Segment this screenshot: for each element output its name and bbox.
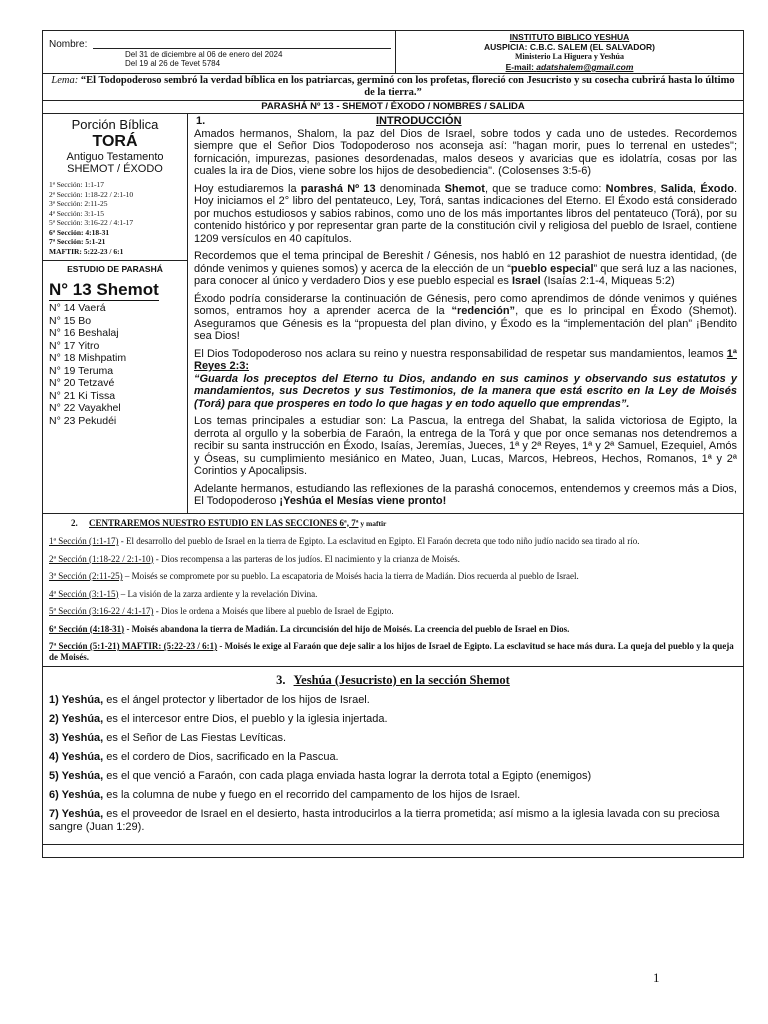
sidebar-estudio bbox=[43, 261, 187, 431]
header bbox=[43, 31, 743, 74]
intro-paragraph: Hoy estudiaremos la parashá Nº 13 denominada Shemot, que se traduce como: Nombres, Salida, Éxodo. Hoy iniciamos el 2° libro del pentateuco, Ley, Torá, santas indicaciones del Eterno. El Éxodo está considerado por muchos estudiosos y sabios rabinos, como uno de los más importantes libros del pentateuco (Torá), por su contenido histórico y por representar gran parte de la constitución civil y religiosa del pueblo de Israel, contiene 1209 versículos en 40 capítulos. bbox=[194, 182, 738, 245]
lema-text: “El Todopoderoso sembró la verdad bíblica en los patriarcas, germinó con los profetas, floreció con Jesucristo y su cosecha cubrirá hasta lo último de la tierra.” bbox=[80, 75, 735, 98]
section-2-item bbox=[49, 589, 737, 600]
page-number: 1 bbox=[653, 970, 660, 985]
yeshua-item-text: es el que venció a Faraón, con cada plaga enviada hasta lograr la derrota total a Egipto (enemigos) bbox=[103, 770, 592, 782]
intro-content bbox=[188, 114, 743, 513]
parasha-item: N° 20 Tetzavé bbox=[49, 377, 115, 389]
parasha-bar: PARASHÁ Nº 13 - SHEMOT / ÉXODO / NOMBRES / SALIDA bbox=[43, 101, 743, 114]
header-left bbox=[43, 31, 396, 73]
yeshua-item-text: es el cordero de Dios, sacrificado en la Pascua. bbox=[103, 751, 339, 763]
intro-heading bbox=[194, 115, 737, 128]
nombre-label: Nombre: bbox=[49, 39, 88, 50]
intro-paragraph: El Dios Todopoderoso nos aclara su reino y nuestra responsabilidad de respetar sus mandamientos, leamos 1ª Reyes 2:3: “Guarda los preceptos del Eterno tu Dios, andando en sus caminos y observando sus estatutos y mandamientos, sus Decretos y sus Testimonios, de la manera que está escrito en la Ley de Moisés (Torá) para que prosperes en todo lo que hagas y en todo aquello que emprendas”. bbox=[194, 347, 737, 410]
document-frame bbox=[42, 30, 744, 858]
section-2-title: 2. CENTRAREMOS NUESTRO ESTUDIO EN LAS SECCIONES 6ª, 7ª y maftir bbox=[71, 517, 387, 528]
header-right bbox=[396, 31, 743, 73]
yeshua-item bbox=[49, 751, 737, 764]
parasha-item: N° 19 Teruma bbox=[49, 364, 114, 377]
yeshua-item bbox=[49, 713, 737, 726]
email-link[interactable]: adatshalem@gmail.com bbox=[536, 62, 634, 72]
secciones-list bbox=[43, 180, 187, 256]
intro-paragraph: Amados hermanos, Shalom, la paz del Dios de Israel, sobre todos y cada uno de ustedes. Recordemos siempre que el Señor Dios Todopoderoso nos aconseja así: "hagan morir, pues lo terrenal en ustedes"; fornicación, impurezas, pasiones desordenadas, malos deseos y avaricias que es idolatría, cosas por las cuales la ira de Dios, viene sobre los hijos de desobediencia". (Colosenses 3:5-6) bbox=[194, 127, 737, 177]
yeshua-item-label: 5) Yeshúa, bbox=[49, 770, 104, 782]
section-3-title: 3. Yeshúa (Jesucristo) en la sección Shemot bbox=[276, 673, 510, 687]
yeshua-item-text: es el Señor de Las Fiestas Levíticas. bbox=[103, 732, 287, 744]
yeshua-item bbox=[49, 789, 737, 802]
intro-title: INTRODUCCIÓN bbox=[376, 115, 462, 127]
seccion-item: 5ª Sección: 3:16-22 / 4:1-17 bbox=[49, 218, 134, 227]
intro-paragraph: Recordemos que el tema principal de Bereshit / Génesis, nos habló en 12 parashiot de nuestra identidad, (de dónde venimos y quienes somos) y acerca de la elección de un “pueblo especial” que será luz a las naciones, para conocer al único y verdadero Dios y ese pueblo especial es Israel (Isaías 2:1-4, Miqueas 5:2) bbox=[194, 250, 737, 287]
sidebar-porcion bbox=[43, 114, 187, 261]
yeshua-item-label: 4) Yeshúa, bbox=[49, 751, 104, 763]
yeshua-item-text: es el proveedor de Israel en el desierto, hasta introducirlos a la tierra prometida; así mismo a la iglesia lavada con su preciosa sangre (Juan 1:29). bbox=[49, 808, 720, 833]
parasha-item: N° 16 Beshalaj bbox=[49, 327, 119, 339]
seccion-item: 4ª Sección: 3:1-15 bbox=[49, 208, 104, 218]
section-2 bbox=[43, 514, 743, 668]
seccion-item: 6ª Sección: 4:18-31 bbox=[49, 227, 110, 237]
parasha-item: N° 15 Bo bbox=[49, 314, 92, 327]
current-parasha: N° 13 Shemot bbox=[49, 280, 159, 299]
section-ref: 7ª Sección (5:1-21) MAFTIR: (5:22-23 / 6:1) bbox=[49, 641, 218, 651]
yeshua-item bbox=[49, 770, 737, 783]
seccion-item: 7ª Sección: 5:1-21 bbox=[49, 237, 106, 246]
parasha-item: N° 18 Mishpatim bbox=[49, 352, 127, 364]
footer-row bbox=[43, 845, 743, 857]
sidebar bbox=[43, 114, 188, 513]
yeshua-item-text: es el intercesor entre Dios, el pueblo y la iglesia injertada. bbox=[103, 713, 388, 725]
yeshua-item bbox=[49, 694, 737, 707]
auspicia: AUSPICIA: C.B.C. SALEM (EL SALVADOR) bbox=[484, 42, 655, 52]
section-ref: 3ª Sección (2:11-25) bbox=[49, 571, 123, 581]
hebrew-date: Del 19 al 26 de Tevet 5784 bbox=[125, 59, 221, 68]
section-ref: 2ª Sección (1:18-22 / 2:1-10) bbox=[49, 553, 154, 564]
yeshua-item-text: es la columna de nube y fuego en el recorrido del campamento de los hijos de Israel. bbox=[103, 789, 521, 801]
yeshua-item-label: 3) Yeshúa, bbox=[49, 732, 104, 744]
parasha-item: N° 22 Vayakhel bbox=[49, 402, 121, 414]
section-2-list bbox=[49, 536, 737, 662]
intro-number: 1. bbox=[196, 115, 206, 127]
seccion-item: MAFTIR: 5:22-23 / 6:1 bbox=[49, 246, 124, 256]
lema-label: Lema: bbox=[51, 75, 79, 86]
seccion-item: 3ª Sección: 2:11-25 bbox=[49, 199, 108, 208]
date-range: Del 31 de diciembre al 06 de enero del 2024 bbox=[125, 50, 283, 59]
parasha-item: N° 17 Yitro bbox=[49, 339, 100, 352]
section-ref: 4ª Sección (3:1-15) bbox=[49, 588, 119, 599]
libro-label: SHEMOT / ÉXODO bbox=[67, 163, 163, 175]
porcion-title: Porción Bíblica bbox=[71, 117, 159, 132]
section-desc: - Dios recompensa a las parteras de los judíos. El nacimiento y la crianza de Moisés. bbox=[153, 553, 460, 564]
section-ref: 6ª Sección (4:18-31) bbox=[49, 623, 125, 634]
section-desc: - Dios le ordena a Moisés que libere al pueblo de Israel de Egipto. bbox=[153, 606, 394, 616]
institute-name: INSTITUTO BIBLICO YESHUA bbox=[509, 32, 630, 42]
section-2-item bbox=[49, 606, 737, 617]
intro-paragraph: Los temas principales a estudiar son: La Pascua, la entrega del Shabat, la salida victoriosa de Egipto, la derrota al orgullo y la soberbia de Faraón, la entrega de la Torá y que por once semanas nos detendremos a recibir su santa instrucción en Éxodo, Isaías, Jeremías, Jueces, 1ª y 2ª Reyes, 1ª y 2ª Samuel, Ezequiel, Amós y Óseas, su cumplimiento mesiánico en Mateo, Juan, Lucas, Marcos, Hebreos, Hechos, Romanos, 1ª y 2ª Corintios y Apocalipsis. bbox=[194, 415, 737, 477]
section-2-item bbox=[49, 571, 737, 582]
lema bbox=[43, 74, 743, 101]
parasha-item: N° 23 Pekudéi bbox=[49, 414, 117, 427]
ministerio: Ministerio La Higuera y Yeshúa bbox=[514, 52, 625, 61]
yeshua-item-label: 1) Yeshúa, bbox=[49, 694, 104, 706]
intro-paragraph: Adelante hermanos, estudiando las reflexiones de la parashá conocemos, entendemos y creemos más a Dios, El Todopoderoso ¡Yeshúa el Mesías viene pronto! bbox=[194, 482, 737, 507]
yeshua-item-label: 6) Yeshúa, bbox=[49, 789, 104, 801]
section-desc: - El desarrollo del pueblo de Israel en la tierra de Egipto. La esclavitud en Egipto. El Faraón decreta que todo niño judío nacido sea tirado al río. bbox=[118, 536, 640, 546]
nombre-line bbox=[93, 48, 391, 49]
parasha-item: N° 14 Vaerá bbox=[49, 302, 106, 314]
estudio-label: ESTUDIO DE PARASHÁ bbox=[67, 264, 163, 274]
yeshua-item-label: 7) Yeshúa, bbox=[49, 808, 104, 820]
yeshua-item bbox=[49, 808, 737, 833]
section-desc: – Moisés se compromete por su pueblo. La escapatoria de Moisés hacia la tierra de Madián. Dios recuerda al pueblo de Israel. bbox=[122, 571, 579, 581]
section-desc: - Moisés le exige al Faraón que deje salir a los hijos de Israel de Egipto. La esclavitud se hace más dura. La queja del pueblo y la queja de Moisés. bbox=[49, 641, 734, 662]
yeshua-item-text: es el ángel protector y libertador de los hijos de Israel. bbox=[103, 694, 370, 706]
main-section bbox=[43, 114, 743, 514]
section-2-item bbox=[49, 554, 737, 565]
seccion-item: 1ª Sección: 1:1-17 bbox=[49, 180, 104, 189]
yeshua-item-label: 2) Yeshúa, bbox=[49, 713, 104, 725]
at-label: Antiguo Testamento bbox=[66, 151, 164, 163]
tora-title: TORÁ bbox=[92, 133, 138, 150]
email-label: E-mail: bbox=[505, 62, 534, 72]
section-2-item bbox=[49, 624, 737, 635]
section-2-item bbox=[49, 536, 737, 547]
section-desc: - Moisés abandona la tierra de Madián. La circuncisión del hijo de Moisés. La creencia del pueblo de Israel en Dios. bbox=[124, 623, 570, 634]
parashot-list bbox=[49, 302, 181, 427]
section-2-item bbox=[49, 641, 737, 662]
intro-paragraph: Éxodo podría considerarse la continuación de Génesis, pero como aprendimos de dónde venimos y quiénes somos, entramos hoy a aprender acerca de la “redención”, que es lo principal en Éxodo (Shemot). Aseguramos que Génesis es la “propuesta del plan divino, y Éxodo es la “implementación del plan” ¡Bendito sea Dios! bbox=[194, 292, 737, 342]
parasha-item: N° 21 Ki Tissa bbox=[49, 389, 116, 402]
section-ref: 5ª Sección (3:16-22 / 4:1-17) bbox=[49, 606, 154, 616]
section-3 bbox=[43, 667, 743, 845]
seccion-item: 2ª Sección: 1:18-22 / 2:1-10 bbox=[49, 189, 134, 199]
yeshua-item bbox=[49, 732, 737, 745]
section-desc: – La visión de la zarza ardiente y la revelación Divina. bbox=[118, 588, 318, 599]
section-ref: 1ª Sección (1:1-17) bbox=[49, 536, 119, 546]
section-3-list bbox=[49, 694, 737, 833]
